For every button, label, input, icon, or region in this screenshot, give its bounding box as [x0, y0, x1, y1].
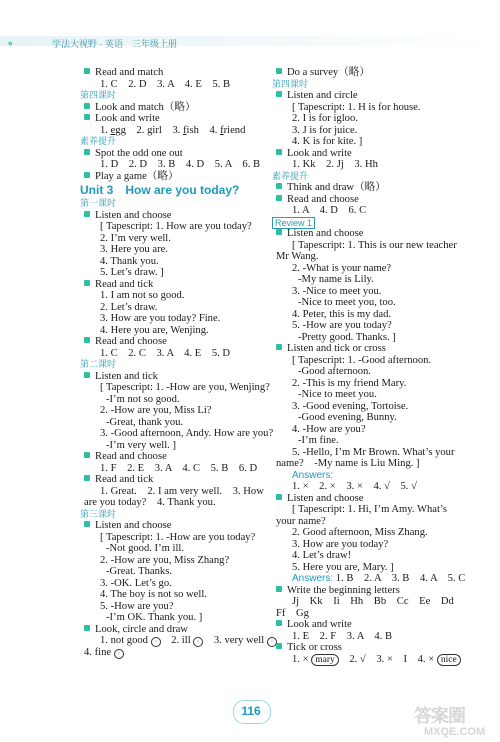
answer-line: -Good evening, Bunny. [298, 412, 397, 423]
bullet-icon [276, 586, 282, 592]
exercise-heading [272, 194, 500, 206]
answer-line: 4. Thank you. [100, 255, 159, 267]
page-number-text: 116 [241, 704, 261, 718]
underlined-letter: f [182, 124, 187, 136]
answer-line: -I’m not so good. [106, 393, 180, 405]
answers-label: Answers: [292, 573, 334, 584]
answer-line: -Nice to meet you. [298, 389, 377, 400]
exercise-heading [272, 67, 500, 79]
exercise-heading [80, 371, 260, 383]
left-column [80, 67, 274, 658]
answer-line: 3. -Good evening, Tortoise. [292, 400, 409, 412]
review-badge: Review 1 [272, 217, 315, 229]
page-header [0, 0, 500, 56]
answer-line: 1. Great. 2. I am very well. 3. How [100, 485, 264, 497]
answer-line: 2. -This is my friend Mary. [292, 377, 407, 389]
answer-line: 4. Let’s draw! [292, 550, 352, 561]
exercise-heading [80, 148, 260, 160]
answer-line: 2. I’m very well. [100, 232, 171, 244]
answer-line: name? -My name is Liu Ming. ] [276, 458, 420, 469]
header-title: 学法大视野 · 英语 三年级上册 [52, 39, 177, 49]
exercise-title: Look and match（略） [95, 101, 196, 113]
exercise-heading [80, 624, 260, 636]
answer-line: 1. D 2. D 3. B 4. D 5. A 6. B [100, 159, 261, 170]
answer-line: Mr Wang. [276, 251, 319, 262]
bullet-icon [84, 103, 90, 109]
bullet-icon [276, 195, 282, 201]
exercise-heading [80, 210, 260, 222]
exercise-heading [80, 336, 260, 348]
exercise-heading [80, 520, 260, 532]
exercise-title: Write the beginning letters [287, 584, 400, 596]
answer-line: 1. E 2. F 3. A 4. B [292, 630, 393, 642]
bullet-icon [84, 475, 90, 481]
bullet-icon [276, 149, 282, 155]
answer-line: 3. J is for juice. [292, 124, 358, 136]
watermark-text: 答案圈 [414, 706, 465, 726]
answer-line: -Great. Thanks. [106, 566, 172, 577]
answer-line: 3. -OK. Let’s go. [100, 577, 172, 589]
lesson-label: 第三课时 [80, 508, 117, 519]
lesson-label: 第一课时 [80, 198, 117, 208]
exercise-title: Read and tick [95, 278, 154, 290]
bullet-icon [276, 620, 282, 626]
circled-word: nice [437, 654, 461, 666]
answer-line [272, 573, 500, 585]
lesson-label: 第四课时 [80, 90, 117, 100]
underlined-letter: f [220, 124, 224, 136]
answer-line: 1. C 2. C 3. A 4. E 5. D [100, 347, 231, 359]
answer-text: 1. B 2. A 3. B 4. A 5. C [333, 573, 466, 584]
answer-line: -Great, thank you. [106, 416, 184, 428]
exercise-title: Tick or cross [287, 642, 342, 653]
face-icon: ᵕ [151, 637, 161, 647]
answer-line: 1. × 2. × 3. × 4. √ 5. √ [292, 481, 417, 492]
exercise-title: Read and choose [95, 336, 167, 347]
answer-line: 5. -How are you? [100, 600, 174, 612]
bullet-icon [84, 337, 90, 343]
answer-line: 2. -What is your name? [292, 262, 392, 274]
exercise-title: Listen and choose [95, 209, 172, 221]
lesson-label: 素养提升 [80, 136, 117, 146]
answer-line: 4. Peter, this is my dad. [292, 308, 392, 320]
answer-line: -Pretty good. Thanks. ] [298, 331, 396, 343]
answer-line: Jj Kk Ii Hh Bb Cc Ee Dd [292, 596, 454, 607]
bullet-icon [276, 183, 282, 189]
answer-line: 1. egg 2. girl 3. fish 4. friend [100, 124, 246, 136]
answer-line: -I’m fine. [298, 435, 339, 446]
right-column [272, 67, 500, 665]
exercise-heading [272, 493, 500, 505]
answer-line: 4. Here you are, Wenjing. [100, 324, 209, 336]
bullet-icon [84, 68, 90, 74]
page-number [226, 696, 276, 724]
answer-line: 3. -Good afternoon, Andy. How are you? [100, 428, 274, 439]
underlined-letter: e [110, 124, 116, 136]
answer-line: 3. How are you today? [292, 538, 389, 550]
answer-line: 1. × mary 2. √ 3. × I 4. × nice [272, 654, 500, 666]
exercise-heading [80, 67, 260, 79]
exercise-title: Listen and tick or cross [287, 343, 386, 354]
exercise-title: Listen and choose [287, 492, 364, 504]
answers-label: Answers: [292, 469, 334, 481]
answer-line: 1. C 2. D 3. A 4. E 5. B [100, 78, 231, 90]
answer-line: -I’m OK. Thank you. ] [106, 612, 203, 623]
exercise-title: Look, circle and draw [95, 623, 188, 635]
circled-word: mary [311, 654, 339, 666]
answer-line: 1. not good ᵕ 2. ill ᵕ 3. very well ᵕ [80, 635, 260, 647]
answer-line: Ff Gg [276, 607, 309, 619]
answer-line: [ Tapescript: 1. This is our new teacher [292, 239, 457, 251]
bullet-icon [84, 114, 90, 120]
lesson-label: 素养提升 [272, 170, 309, 181]
bullet-icon [276, 643, 282, 649]
exercise-heading [80, 474, 260, 486]
exercise-heading [80, 102, 260, 114]
bullet-icon [276, 68, 282, 74]
answer-line: 2. -How are you, Miss Zhang? [100, 554, 230, 566]
answer-line: 2. -How are you, Miss Li? [100, 405, 212, 416]
exercise-heading [272, 343, 500, 355]
bullet-icon [84, 172, 90, 178]
answer-line: 5. Here you are, Mary. ] [292, 561, 394, 573]
exercise-title: Spot the odd one out [95, 147, 183, 159]
bullet-icon [84, 521, 90, 527]
exercise-heading [80, 279, 260, 291]
exercise-heading [272, 585, 500, 597]
watermark-logo [410, 702, 500, 742]
exercise-heading [80, 113, 260, 125]
exercise-title: Listen and choose [95, 520, 172, 531]
face-icon: ᵕ [193, 637, 203, 647]
exercise-title: Read and choose [287, 193, 359, 205]
exercise-title: Look and write [287, 619, 352, 630]
answer-line: -My name is Lily. [298, 274, 374, 285]
exercise-heading [272, 642, 500, 654]
answer-line: 4. The boy is not so well. [100, 589, 207, 600]
answer-line: 5. -Hello, I’m Mr Brown. What’s your [292, 446, 455, 458]
exercise-heading [272, 228, 500, 240]
answer-line: 1. F 2. E 3. A 4. C 5. B 6. D [100, 462, 258, 474]
exercise-title: Read and choose [95, 451, 167, 462]
answer-line: -Nice to meet you, too. [298, 297, 396, 308]
answer-line: 4. K is for kite. ] [292, 136, 363, 147]
answer-line: [ Tapescript: 1. -How are you, Wenjing? [100, 382, 270, 393]
answer-line: 4. -How are you? [292, 423, 366, 435]
answer-line: 4. fine ᵕ [80, 647, 260, 659]
answer-line: [ Tapescript: 1. -How are you today? [100, 531, 256, 543]
answer-line: 2. Good afternoon, Miss Zhang. [292, 527, 428, 538]
answer-line: your name? [276, 515, 326, 527]
underlined-letter: g [147, 124, 153, 136]
lesson-label: 第四课时 [272, 78, 309, 89]
exercise-title: Listen and circle [287, 90, 358, 101]
answer-line: 1. A 4. D 6. C [292, 205, 367, 216]
exercise-heading [272, 148, 500, 160]
unit-title: Unit 3 How are you today? [80, 183, 240, 197]
answer-line: -Not good. I’m ill. [106, 543, 184, 554]
face-icon: ᵕ [267, 637, 277, 647]
exercise-title: Read and tick [95, 474, 154, 485]
face-icon: ᵕ [114, 649, 124, 659]
bullet-icon [276, 91, 282, 97]
answer-line: 3. How are you today? Fine. [100, 313, 221, 324]
answer-line: -Good afternoon. [298, 366, 371, 377]
lesson-label: 第二课时 [80, 359, 117, 369]
bullet-icon [84, 280, 90, 286]
bullet-icon [84, 211, 90, 217]
header-logo: ه [8, 37, 13, 47]
answer-line: 2. I is for igloo. [292, 113, 358, 124]
exercise-title: Listen and tick [95, 370, 158, 382]
answer-line: 1. Kk 2. Jj 3. Hh [292, 159, 378, 170]
exercise-title: Listen and choose [287, 228, 364, 239]
bullet-icon [276, 344, 282, 350]
bullet-icon [84, 372, 90, 378]
exercise-title: Look and write [287, 147, 352, 159]
bullet-icon [84, 625, 90, 631]
exercise-title: Read and match [95, 67, 164, 78]
exercise-title: Play a game（略） [95, 170, 179, 182]
exercise-heading [80, 171, 260, 183]
bullet-icon [276, 229, 282, 235]
review-label [272, 217, 500, 229]
answer-line: [ Tapescript: 1. H is for house. [292, 101, 421, 113]
answer-line: are you today? 4. Thank you. [84, 497, 216, 508]
exercise-title: Think and draw（略） [287, 182, 386, 193]
answer-line: 5. -How are you today? [292, 320, 392, 331]
answer-line: [ Tapescript: 1. Hi, I’m Amy. What’s [292, 504, 447, 515]
answer-line: 3. -Nice to meet you. [292, 285, 382, 297]
exercise-title: Do a survey（略） [287, 67, 370, 78]
answer-line: 5. Let’s draw. ] [100, 267, 164, 278]
exercise-heading [80, 451, 260, 463]
exercise-title: Look and write [95, 113, 160, 124]
bullet-icon [84, 149, 90, 155]
answer-line: 2. Let’s draw. [100, 301, 158, 313]
exercise-heading [272, 90, 500, 102]
bullet-icon [276, 494, 282, 500]
answer-line: -I’m very well. ] [106, 439, 177, 451]
answer-line: 3. Here you are. [100, 244, 168, 255]
answer-line: [ Tapescript: 1. -Good afternoon. [292, 354, 432, 366]
bullet-icon [84, 452, 90, 458]
exercise-heading [272, 619, 500, 631]
watermark-url: MXQE.COM [424, 726, 486, 738]
answer-line: [ Tapescript: 1. How are you today? [100, 221, 252, 232]
answer-line: 1. I am not so good. [100, 290, 185, 301]
exercise-heading [272, 182, 500, 194]
